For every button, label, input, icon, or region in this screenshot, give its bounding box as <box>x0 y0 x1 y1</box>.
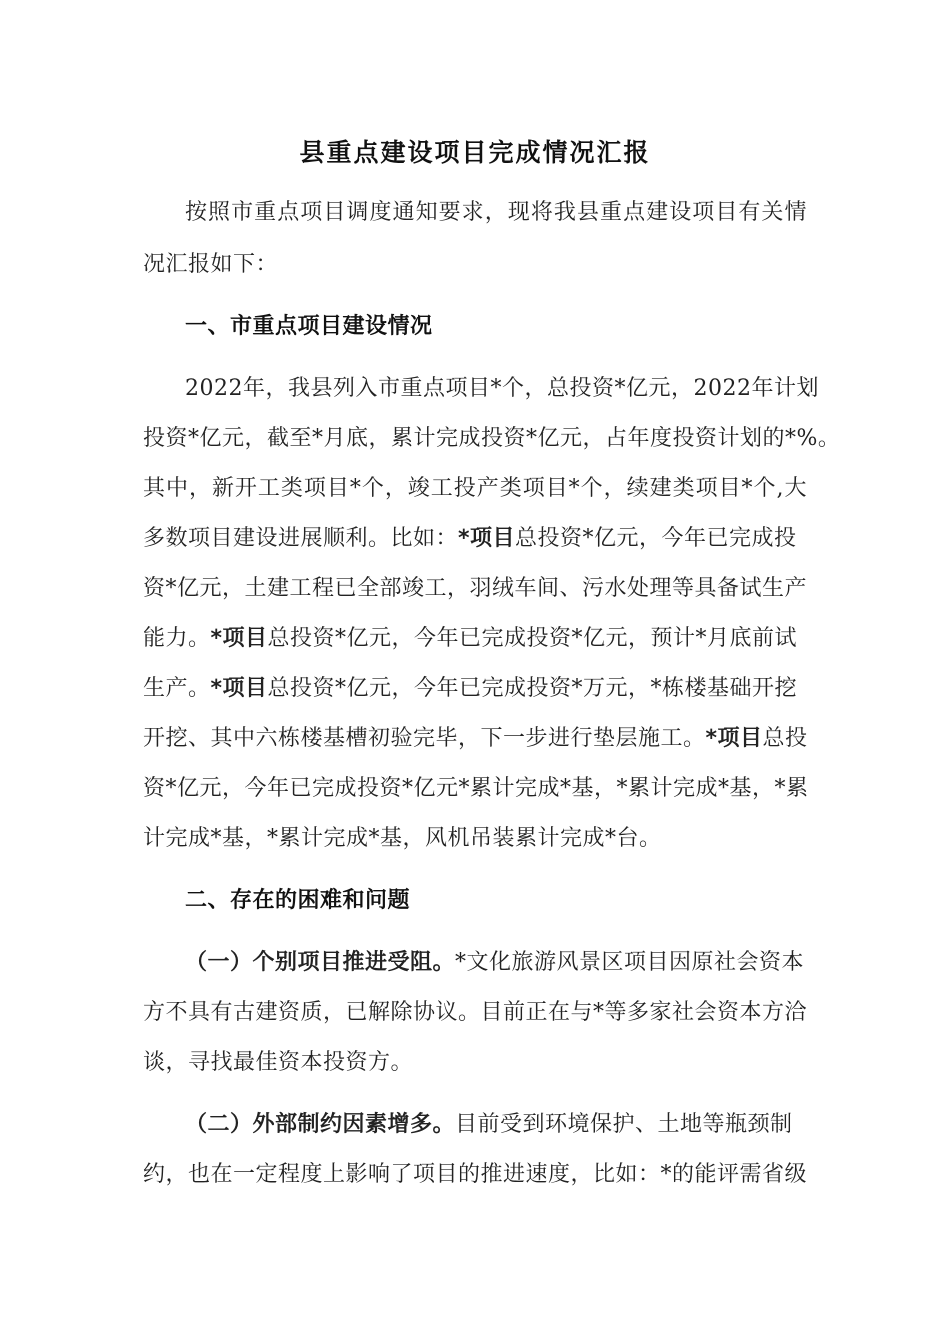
section-1-line-10: 计完成*基，*累计完成*基，风机吊装累计完成*台。 <box>143 826 662 851</box>
text-run: 生产。 <box>143 676 211 701</box>
project-label: *项目 <box>458 526 516 551</box>
section-1-heading: 一、市重点项目建设情况 <box>185 314 433 339</box>
issue-title: （一）个别项目推进受阻。 <box>185 950 456 975</box>
text-run: 开挖、其中六栋楼基槽初验完毕，下一步进行垫层施工。 <box>143 726 706 751</box>
section-1-line-1: 2022年，我县列入市重点项目*个，总投资*亿元，2022年计划 <box>185 376 819 401</box>
section-1-line-9: 资*亿元，今年已完成投资*亿元*累计完成*基，*累计完成*基，*累 <box>143 776 809 801</box>
issue-1-line-2: 方不具有古建资质，已解除协议。目前正在与*等多家社会资本方洽 <box>143 1000 808 1025</box>
text-run: 总投资*亿元，今年已完成投资*亿元，预计*月底前试 <box>267 626 798 651</box>
issue-title: （二）外部制约因素增多。 <box>185 1112 456 1137</box>
section-1-line-6 <box>143 624 807 654</box>
text-run: *文化旅游风景区项目因原社会资本 <box>455 950 805 975</box>
project-label: *项目 <box>210 676 268 701</box>
section-1-line-3: 其中，新开工类项目*个，竣工投产类项目*个，续建类项目*个,大 <box>143 476 807 501</box>
project-label: *项目 <box>705 726 763 751</box>
section-1-line-5: 资*亿元，土建工程已全部竣工，羽绒车间、污水处理等具备试生产 <box>143 576 808 601</box>
text-run: 总投资*亿元，今年已完成投 <box>515 526 797 551</box>
text-run: 总投 <box>762 726 808 751</box>
section-1-line-8 <box>143 724 807 754</box>
issue-1-line-1 <box>185 948 807 978</box>
issue-2-line-2: 约，也在一定程度上影响了项目的推进速度，比如：*的能评需省级 <box>143 1162 808 1187</box>
issue-2-line-1 <box>185 1110 807 1140</box>
text-run: 总投资*亿元，今年已完成投资*万元，*栋楼基础开挖 <box>267 676 798 701</box>
project-label: *项目 <box>210 626 268 651</box>
section-1-line-2: 投资*亿元，截至*月底，累计完成投资*亿元，占年度投资计划的*%。 <box>143 426 841 451</box>
section-1-line-4 <box>143 524 807 554</box>
document-title: 县重点建设项目完成情况汇报 <box>299 138 651 167</box>
section-2-heading: 二、存在的困难和问题 <box>185 888 411 913</box>
intro-line-2: 况汇报如下： <box>143 252 279 277</box>
text-run: 目前受到环境保护、土地等瓶颈制 <box>455 1112 793 1137</box>
intro-line-1: 按照市重点项目调度通知要求，现将我县重点建设项目有关情 <box>185 200 807 225</box>
text-run: 多数项目建设进展顺利。比如： <box>143 526 459 551</box>
issue-1-line-3: 谈，寻找最佳资本投资方。 <box>143 1050 414 1075</box>
section-1-line-7 <box>143 674 807 704</box>
text-run: 能力。 <box>143 626 211 651</box>
